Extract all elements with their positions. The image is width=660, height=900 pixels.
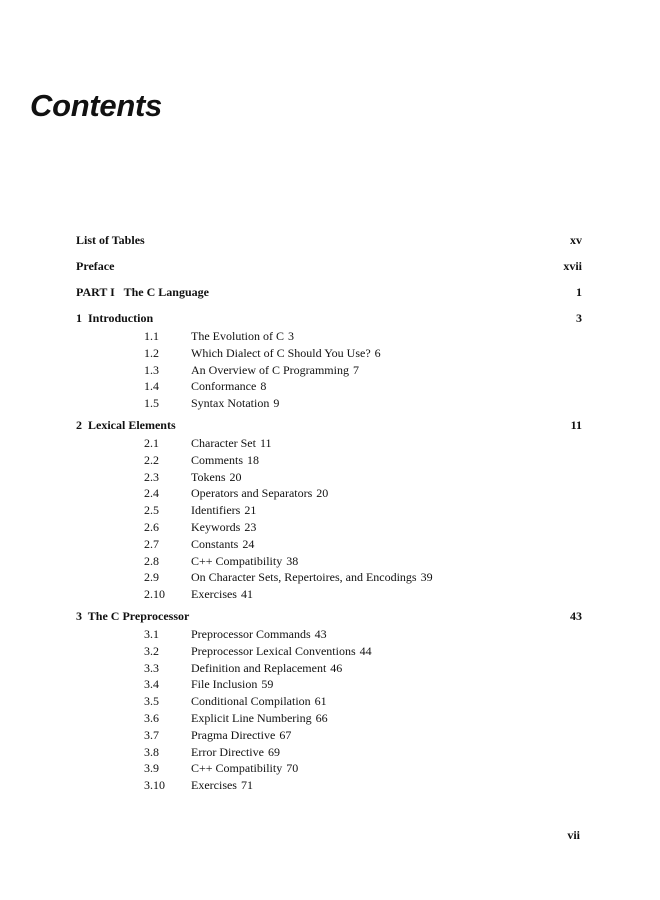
toc-section[interactable] bbox=[76, 536, 582, 553]
section-number: 3.7 bbox=[144, 727, 159, 742]
section-title: C++ Compatibility bbox=[191, 761, 283, 776]
section-page: 66 bbox=[315, 710, 328, 725]
section-title: Preprocessor Lexical Conventions bbox=[191, 643, 356, 658]
toc-entry-page: 1 bbox=[576, 285, 582, 299]
section-title: Keywords bbox=[191, 519, 241, 534]
section-title-wrap bbox=[191, 435, 272, 452]
section-title-wrap bbox=[191, 345, 381, 362]
section-page: 3 bbox=[288, 329, 294, 343]
section-number: 1.5 bbox=[144, 396, 159, 411]
chapter-page: 3 bbox=[576, 311, 582, 325]
chapter-label: 3 The C Preprocessor bbox=[76, 608, 190, 623]
section-number: 1.1 bbox=[144, 329, 159, 343]
section-page: 9 bbox=[273, 396, 280, 411]
chapter-page: 11 bbox=[570, 417, 582, 432]
section-title-wrap bbox=[191, 710, 328, 727]
toc-entry-page: xvii bbox=[563, 259, 582, 273]
section-page: 46 bbox=[330, 660, 343, 675]
section-page: 23 bbox=[244, 519, 257, 534]
section-number: 1.4 bbox=[144, 379, 159, 394]
section-title: Tokens bbox=[191, 469, 226, 484]
chapter-page: 43 bbox=[570, 608, 582, 623]
section-number: 3.5 bbox=[144, 694, 159, 709]
section-page: 8 bbox=[260, 379, 267, 394]
section-title: Comments bbox=[191, 452, 244, 467]
section-title: Conditional Compilation bbox=[191, 694, 311, 709]
toc-section[interactable] bbox=[76, 777, 582, 794]
section-page: 43 bbox=[314, 626, 327, 641]
section-title-wrap bbox=[191, 519, 256, 536]
section-page: 59 bbox=[261, 677, 274, 692]
section-page: 71 bbox=[240, 778, 253, 793]
toc-section[interactable] bbox=[76, 378, 582, 395]
section-title-wrap bbox=[191, 727, 291, 744]
section-page: 20 bbox=[229, 469, 242, 484]
toc-section[interactable] bbox=[76, 727, 582, 744]
toc-section[interactable] bbox=[76, 710, 582, 727]
chapter-label: 1 Introduction bbox=[76, 311, 154, 325]
section-title: Exercises bbox=[191, 778, 237, 793]
section-page: 6 bbox=[374, 345, 381, 360]
section-title: Identifiers bbox=[191, 503, 241, 518]
toc-entry-label: List of Tables bbox=[76, 233, 145, 247]
table-of-contents bbox=[76, 232, 582, 794]
section-number: 2.6 bbox=[144, 519, 159, 534]
toc-section[interactable] bbox=[76, 693, 582, 710]
toc-section[interactable] bbox=[76, 345, 582, 362]
section-title-wrap bbox=[191, 586, 253, 603]
toc-section[interactable] bbox=[76, 626, 582, 643]
section-title-wrap bbox=[191, 485, 328, 502]
section-title: Operators and Separators bbox=[191, 486, 313, 501]
section-title: An Overview of C Programming bbox=[191, 362, 349, 377]
section-title-wrap bbox=[191, 502, 256, 519]
section-number: 2.5 bbox=[144, 503, 159, 518]
toc-section[interactable] bbox=[76, 362, 582, 379]
section-page: 24 bbox=[242, 536, 255, 551]
section-title: Pragma Directive bbox=[191, 727, 276, 742]
section-title-wrap bbox=[191, 469, 242, 486]
section-number: 3.2 bbox=[144, 643, 159, 658]
section-number: 2.9 bbox=[144, 570, 159, 585]
section-title: Definition and Replacement bbox=[191, 660, 327, 675]
section-page: 70 bbox=[286, 761, 299, 776]
section-title: Syntax Notation bbox=[191, 396, 270, 411]
toc-section[interactable] bbox=[76, 553, 582, 570]
section-number: 1.3 bbox=[144, 362, 159, 377]
section-title-wrap bbox=[191, 643, 372, 660]
section-page: 61 bbox=[314, 694, 327, 709]
toc-section[interactable] bbox=[76, 328, 582, 345]
toc-section[interactable] bbox=[76, 485, 582, 502]
section-title-wrap bbox=[191, 536, 254, 553]
toc-section[interactable] bbox=[76, 676, 582, 693]
toc-section[interactable] bbox=[76, 395, 582, 412]
section-page: 41 bbox=[240, 587, 253, 602]
section-number: 3.1 bbox=[144, 626, 159, 641]
section-number: 3.9 bbox=[144, 761, 159, 776]
section-number: 3.8 bbox=[144, 744, 159, 759]
section-title: Explicit Line Numbering bbox=[191, 710, 312, 725]
section-title-wrap bbox=[191, 328, 294, 345]
section-page: 7 bbox=[352, 362, 359, 377]
section-title-wrap bbox=[191, 777, 253, 794]
toc-section[interactable] bbox=[76, 519, 582, 536]
section-number: 2.4 bbox=[144, 486, 159, 501]
section-title-wrap bbox=[191, 626, 327, 643]
toc-section[interactable] bbox=[76, 502, 582, 519]
section-page: 44 bbox=[359, 643, 372, 658]
chapter-label: 2 Lexical Elements bbox=[76, 417, 176, 432]
toc-entry-list-of-tables[interactable] bbox=[76, 232, 582, 258]
section-page: 11 bbox=[259, 435, 272, 450]
section-title: Constants bbox=[191, 536, 239, 551]
section-title-wrap bbox=[191, 553, 298, 570]
section-page: 39 bbox=[420, 570, 433, 585]
section-title: The Evolution of C bbox=[191, 329, 284, 343]
toc-chapter-1[interactable] bbox=[76, 310, 582, 328]
section-page: 20 bbox=[316, 486, 329, 501]
toc-section[interactable] bbox=[76, 586, 582, 603]
toc-entry-part-1[interactable] bbox=[76, 284, 582, 310]
section-title-wrap bbox=[191, 362, 359, 379]
section-page: 69 bbox=[267, 744, 280, 759]
section-number: 2.7 bbox=[144, 536, 159, 551]
section-title-wrap bbox=[191, 660, 342, 677]
toc-entry-label: PART I The C Language bbox=[76, 285, 209, 299]
toc-entry-page: xv bbox=[570, 233, 582, 247]
section-number: 2.10 bbox=[144, 587, 165, 602]
section-title-wrap bbox=[191, 395, 279, 412]
section-title: Error Directive bbox=[191, 744, 264, 759]
section-page: 21 bbox=[244, 503, 257, 518]
section-number: 2.1 bbox=[144, 435, 159, 450]
section-title: C++ Compatibility bbox=[191, 553, 283, 568]
section-page: 67 bbox=[279, 727, 292, 742]
section-title-wrap bbox=[191, 760, 298, 777]
section-number: 3.10 bbox=[144, 778, 165, 793]
section-title-wrap bbox=[191, 452, 259, 469]
page-number: vii bbox=[567, 828, 580, 842]
section-title-wrap bbox=[191, 676, 273, 693]
section-title-wrap bbox=[191, 569, 433, 586]
section-title: File Inclusion bbox=[191, 677, 258, 692]
section-title-wrap bbox=[191, 378, 266, 395]
section-number: 2.2 bbox=[144, 452, 159, 467]
section-title: Exercises bbox=[191, 587, 237, 602]
section-page: 38 bbox=[286, 553, 299, 568]
toc-section[interactable] bbox=[76, 435, 582, 452]
section-number: 2.3 bbox=[144, 469, 159, 484]
toc-section[interactable] bbox=[76, 469, 582, 486]
chapter-list bbox=[76, 310, 582, 794]
section-page: 18 bbox=[247, 452, 260, 467]
section-number: 1.2 bbox=[144, 345, 159, 360]
section-number: 3.4 bbox=[144, 677, 159, 692]
toc-section[interactable] bbox=[76, 569, 582, 586]
section-number: 3.3 bbox=[144, 660, 159, 675]
toc-section[interactable] bbox=[76, 452, 582, 469]
page-title: Contents bbox=[30, 88, 162, 123]
section-title: Character Set bbox=[191, 435, 256, 450]
section-title: Which Dialect of C Should You Use? bbox=[191, 345, 371, 360]
toc-chapter-2[interactable] bbox=[76, 417, 582, 435]
toc-entry-label: Preface bbox=[76, 259, 115, 273]
toc-section[interactable] bbox=[76, 744, 582, 761]
section-title: On Character Sets, Repertoires, and Encodings bbox=[191, 570, 417, 585]
section-title-wrap bbox=[191, 744, 280, 761]
toc-entry-preface[interactable] bbox=[76, 258, 582, 284]
toc-section[interactable] bbox=[76, 660, 582, 677]
section-title: Preprocessor Commands bbox=[191, 626, 311, 641]
section-number: 3.6 bbox=[144, 710, 159, 725]
toc-section[interactable] bbox=[76, 760, 582, 777]
section-title-wrap bbox=[191, 693, 327, 710]
section-number: 2.8 bbox=[144, 553, 159, 568]
section-title: Conformance bbox=[191, 379, 257, 394]
toc-chapter-3[interactable] bbox=[76, 608, 582, 626]
toc-section[interactable] bbox=[76, 643, 582, 660]
